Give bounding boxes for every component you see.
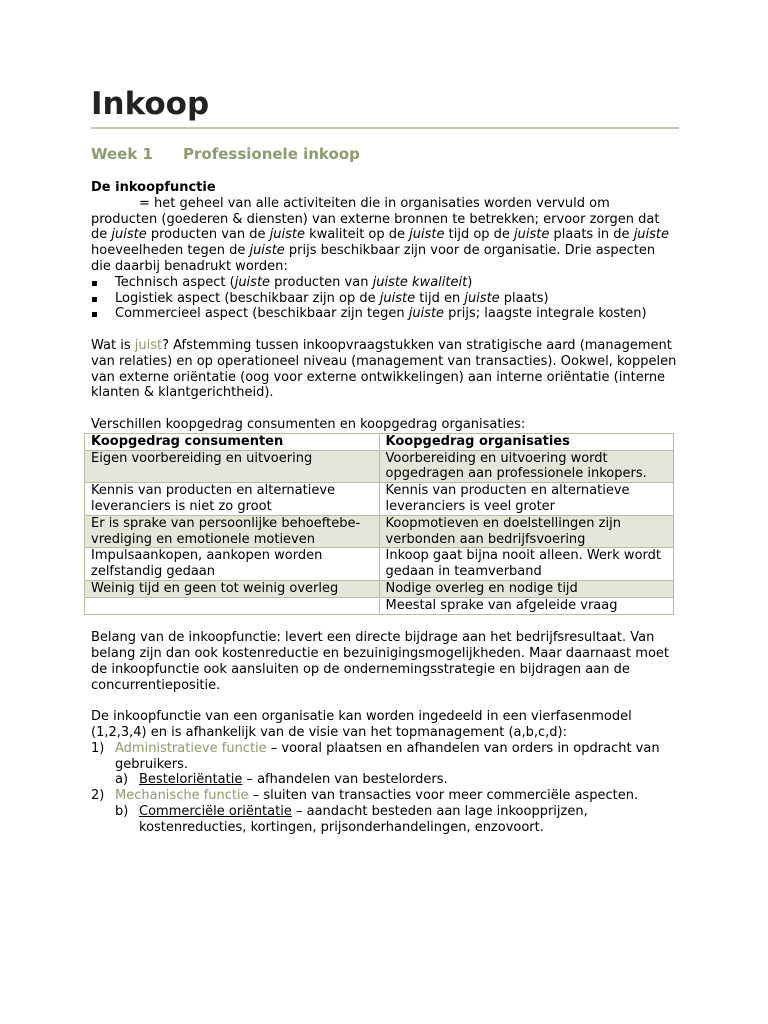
list-item: 1) Administratieve functie – vooral plaatsen en afhandelen van orders in opdracht van gebruikers. a) Besteloriëntatie – afhandelen van bestelorders. [91, 741, 679, 788]
table-header: Koopgedrag organisaties [379, 433, 674, 450]
table-cell: Nodige overleg en nodige tijd [379, 580, 674, 597]
sub-item: a) Besteloriëntatie – afhandelen van bestelorders. [115, 772, 448, 788]
sub-number: a) [115, 772, 129, 788]
table-cell: Kennis van producten en alternatieve leveranciers is veel groter [379, 483, 674, 516]
table-cell: Voorbereiding en uitvoering wordt opgedragen aan professionele inkopers. [379, 450, 674, 483]
section-heading-inkoopfunctie: De inkoopfunctie [91, 180, 216, 195]
table-header-row [85, 433, 674, 450]
table-cell: Weinig tijd en geen tot weinig overleg [85, 580, 380, 597]
table-row [85, 515, 674, 548]
verschillen-intro: Verschillen koopgedrag consumenten en koopgedrag organisaties: [91, 416, 526, 432]
list-item: Technisch aspect (juiste producten van juiste kwaliteit) [91, 275, 679, 291]
table-row [85, 483, 674, 516]
definition-paragraph: = het geheel van alle activiteiten die in organisaties worden vervuld om producten (goederen & diensten) van externe bronnen te betrekken; ervoor zorgen dat de juiste producten van de juiste kwaliteit op de juiste tijd op de juiste plaats in de juiste hoeveelheden tegen de juiste prijs beschikbaar zijn voor de organisatie. Drie aspecten die daarbij benadrukt worden: [91, 195, 670, 274]
list-item: Commercieel aspect (beschikbaar zijn tegen juiste prijs; laagste integrale kosten) [91, 306, 679, 322]
list-item: 2) Mechanische functie – sluiten van transacties voor meer commerciële aspecten. b) Commerciële oriëntatie – aandacht besteden aan lage inkoopprijzen, kostenreducties, kortingen, prijsonderhandelingen, enzovoort. [91, 788, 679, 835]
comparison-table [84, 433, 674, 615]
list-number: 1) [91, 740, 105, 756]
table-row [85, 597, 674, 614]
table-cell: Meestal sprake van afgeleide vraag [379, 597, 674, 614]
table-cell: Impulsaankopen, aankopen worden zelfstandig gedaan [85, 548, 380, 581]
belang-paragraph: Belang van de inkoopfunctie: levert een directe bijdrage aan het bedrijfsresultaat. Van belang zijn dan ook kostenreductie en bezuinigingsmogelijkheden. Maar daarnaast moet de inkoopfunctie ook aansluiten op de ondernemingsstrategie en bijdragen aan de concurrentiepositie. [91, 630, 669, 693]
document-title: Inkoop [91, 85, 679, 129]
table-cell [85, 597, 380, 614]
list-item: Logistiek aspect (beschikbaar zijn op de juiste tijd en juiste plaats) [91, 291, 679, 307]
fase-name: Mechanische functie [115, 788, 249, 804]
table-cell: Koopmotieven en doelstellingen zijn verbonden aan bedrijfsvoering [379, 515, 674, 548]
fasen-list [91, 741, 679, 836]
week-label: Week 1 [91, 145, 153, 163]
table-cell: Eigen voorbereiding en uitvoering [85, 450, 380, 483]
sub-number: b) [115, 804, 129, 820]
table-cell: Inkoop gaat bijna nooit alleen. Werk wordt gedaan in teamverband [379, 548, 674, 581]
document-content [91, 85, 679, 836]
week-heading [91, 145, 679, 163]
list-number: 2) [91, 788, 105, 804]
table-cell: Er is sprake van persoonlijke behoeftebe-vrediging en emotionele motieven [85, 515, 380, 548]
table-row [85, 450, 674, 483]
fasen-intro: De inkoopfunctie van een organisatie kan worden ingedeeld in een vierfasenmodel (1,2,3,4) en is afhankelijk van de visie van het topmanagement (a,b,c,d): [91, 709, 632, 741]
week-topic: Professionele inkoop [183, 145, 360, 163]
sub-item: b) Commerciële oriëntatie – aandacht besteden aan lage inkoopprijzen, kostenreducties, kortingen, prijsonderhandelingen, enzovoort. [115, 804, 588, 835]
juist-paragraph: Wat is juist? Afstemming tussen inkoopvraagstukken van stratigische aard (management van relaties) en op operationeel niveau (management van transacties). Ookwel, koppelen van externe oriëntatie (oog voor externe ontwikkelingen) aan interne oriëntatie (interne klanten & klantgerichtheid). [91, 337, 677, 401]
fase-name: Administratieve functie [115, 740, 267, 756]
orientation-name: Besteloriëntatie [139, 772, 243, 788]
orientation-name: Commerciële oriëntatie [139, 804, 292, 820]
aspect-list [91, 275, 679, 322]
table-row [85, 548, 674, 581]
table-row [85, 580, 674, 597]
juist-highlight: juist [134, 337, 163, 353]
table-cell: Kennis van producten en alternatieve leveranciers is niet zo groot [85, 483, 380, 516]
table-header: Koopgedrag consumenten [85, 433, 380, 450]
